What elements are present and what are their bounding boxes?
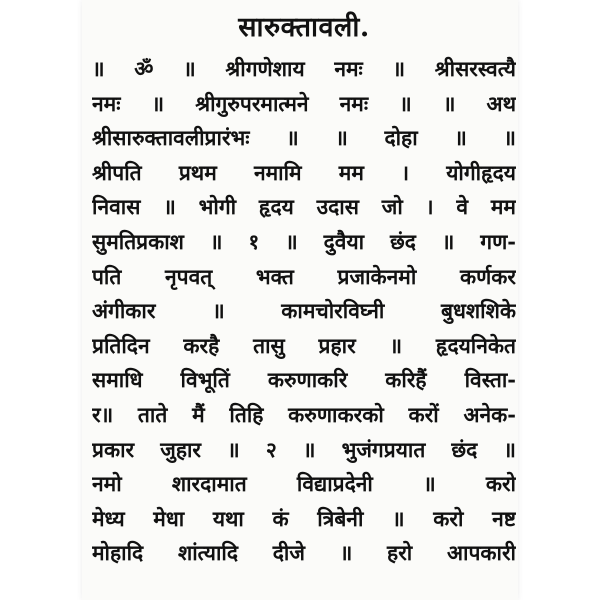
- text-line-9: प्रतिदिन करहै तासु प्रहार ॥ हृदयनिकेत: [92, 332, 516, 358]
- text-line-8: अंगीकार ॥ कामचोरविघ्नी बुधशशिके: [92, 298, 516, 324]
- text-line-12: प्रकार जुहार ॥ २ ॥ भुजंगप्रयात छंद ॥: [92, 436, 516, 462]
- text-line-3: श्रीसारुक्तावलीप्रारंभः ॥ ॥ दोहा ॥ ॥: [92, 125, 516, 151]
- text-line-7: पति नृपवत् भक्त प्रजाकेनमो कर्णकर: [92, 263, 516, 289]
- text-line-11: र॥ ताते मैं तिहि करुणाकरको करों अनेक-: [92, 401, 516, 427]
- text-line-4: श्रीपति प्रथम नमामि मम । योगीहृदय: [92, 159, 516, 185]
- text-line-14: मेध्य मेधा यथा कं त्रिबेनी ॥ करो नष्ट: [92, 505, 516, 531]
- text-line-1: ॥ ॐ ॥ श्रीगणेशाय नमः ॥ श्रीसरस्वत्यै: [92, 56, 516, 81]
- text-line-10: समाधि विभूतिं करुणाकरि करिहैं विस्ता-: [92, 367, 516, 393]
- text-line-2: नमः ॥ श्रीगुरुपरमात्मने नमः ॥ ॥ अथ: [92, 90, 516, 116]
- text-block: [92, 8, 516, 571]
- text-line-13: नमो शारदामात विद्याप्रदेनी ॥ करो: [92, 471, 516, 497]
- text-line-6: सुमतिप्रकाश ॥ १ ॥ दुवैया छंद ॥ गण-: [92, 228, 516, 254]
- page-title: सारुक्तावली.: [238, 12, 370, 43]
- text-line-15: मोहादि शांत्यादि दीजे ॥ हरो आपकारी: [92, 540, 516, 566]
- text-line-5: निवास ॥ भोगी हृदय उदास जो । वे मम: [92, 194, 516, 220]
